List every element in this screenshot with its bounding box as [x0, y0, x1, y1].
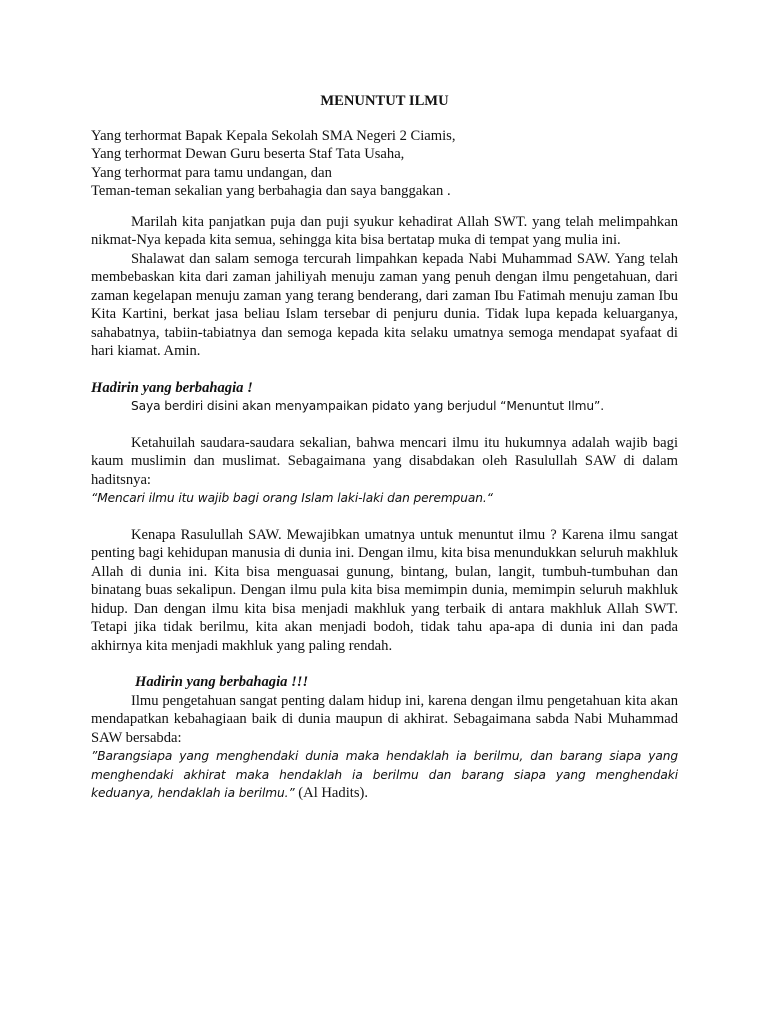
document-body [91, 92, 678, 803]
section-heading: Hadirin yang berbahagia ! [91, 379, 253, 396]
hadith-quote-text: ”Barangsiapa yang menghendaki dunia maka hendaklah ia berilmu, dan barang siapa yang menghendaki akhirat maka hendaklah ia berilmu dan barang siapa yang menghendaki keduanya, hendaklah ia berilmu.” [91, 749, 678, 800]
opening-paragraph: Marilah kita panjatkan puja dan puji syukur kehadirat Allah SWT. yang telah melimpahkan nikmat-Nya kepada kita semua, sehingga kita bisa bertatap muka di tempat yang mulia ini. [91, 213, 678, 248]
paragraph-ilmu: Ilmu pengetahuan sangat penting dalam hidup ini, karena dengan ilmu pengetahuan kita akan mendapatkan kebahagiaan baik di dunia maupun di akhirat. Sebagaimana sabda Nabi Muhammad SAW bersabda: [91, 692, 678, 746]
hadith-quote-block [91, 747, 678, 803]
salutation-line: Yang terhormat Dewan Guru beserta Staf Tata Usaha, [91, 146, 405, 162]
salutation-block [91, 127, 678, 201]
document-title: MENUNTUT ILMU [320, 93, 449, 109]
hadith-source: (Al Hadits). [294, 785, 369, 801]
paragraph-wajib: Ketahuilah saudara-saudara sekalian, bahwa mencari ilmu itu hukumnya adalah wajib bagi kaum muslimin dan muslimat. Sebagaimana yang disabdakan oleh Rasulullah SAW di dalam haditsnya: [91, 434, 678, 488]
hadith-quote: “Mencari ilmu itu wajib bagi orang Islam laki-laki dan perempuan.“ [91, 491, 493, 505]
speech-intro: Saya berdiri disini akan menyampaikan pidato yang berjudul “Menuntut Ilmu”. [131, 399, 605, 413]
salutation-line: Teman-teman sekalian yang berbahagia dan saya banggakan . [91, 183, 451, 199]
paragraph-kenapa: Kenapa Rasulullah SAW. Mewajibkan umatnya untuk menuntut ilmu ? Karena ilmu sangat penting bagi kehidupan manusia di dunia ini. Dengan ilmu, kita bisa menundukkan seluruh makhluk Allah di dunia ini. Kita bisa menguasai gunung, bintang, bulan, langit, tumbuh-tumbuhan dan binatang buas sekalipun. Dengan ilmu pula kita bisa memimpin dunia, memimpin seluruh makhluk hidup. Dan dengan ilmu kita bisa menjadi makhluk yang terbaik di antara makhluk Allah SWT. Tetapi jika tidak berilmu, kita akan menjadi bodoh, tidak tahu apa-apa di dunia ini dan pada akhirnya kita menjadi makhluk yang paling rendah. [91, 526, 678, 654]
salutation-line: Yang terhormat Bapak Kepala Sekolah SMA Negeri 2 Ciamis, [91, 127, 456, 144]
salutation-line: Yang terhormat para tamu undangan, dan [91, 164, 332, 181]
section-heading: Hadirin yang berbahagia !!! [135, 674, 309, 690]
shalawat-paragraph: Shalawat dan salam semoga tercurah limpahkan kepada Nabi Muhammad SAW. Yang telah membebaskan kita dari zaman jahiliyah menuju zaman yang penuh dengan ilmu pengetahuan, dari zaman kegelapan menuju zaman yang terang benderang, dari zaman Ibu Fatimah menuju zaman Ibu Kita Kartini, berkat jasa beliau Islam tersebar di penjuru dunia. Tidak lupa kepada keluarganya, sahabatnya, tabiin-tabiatnya dan semoga kepada kita selaku umatnya semoga mendapat syafaat di hari kiamat. Amin. [91, 250, 678, 359]
